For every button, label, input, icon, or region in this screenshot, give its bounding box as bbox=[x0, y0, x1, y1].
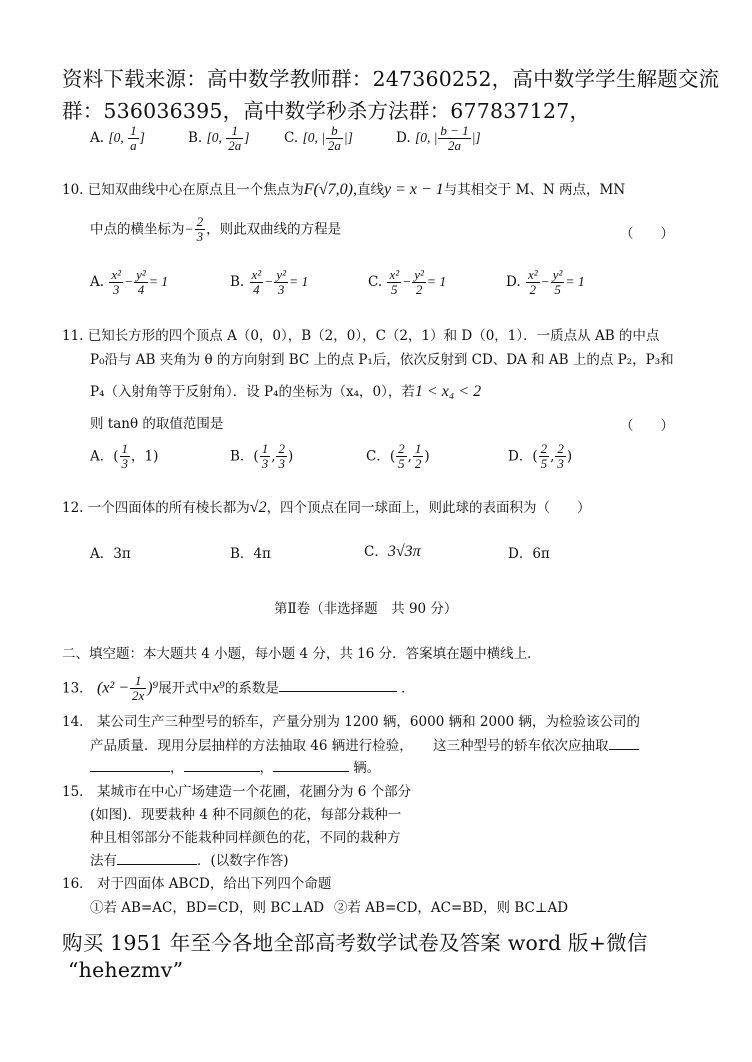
q12-number: 12. bbox=[62, 500, 84, 516]
q11-text-3: P₄（入射角等于反射角）．设 P₄的坐标为（x₄，0），若 bbox=[90, 384, 415, 400]
q10-stem-1: 已知双曲线中心在原点且一个焦点为 bbox=[87, 182, 304, 198]
q9-option-b-expr: [0, $\frac{1}{2a}$ ] bbox=[206, 123, 250, 154]
q10-midx-frac: $\frac{2}{3}$ bbox=[196, 214, 204, 245]
q11-inequality: 1 < x₄ < 2 bbox=[414, 383, 482, 400]
q11-option-d-frac-1: $\frac{2}{5}$ bbox=[540, 441, 548, 472]
q11-option-a-frac: $\frac{1}{3}$ bbox=[121, 441, 129, 472]
q12-stem-2: ，四个顶点在同一球面上，则此球的表面积为（ ） bbox=[266, 500, 591, 516]
q16-proposition-1: ①若 AB=AC，BD=CD，则 BC⊥AD bbox=[90, 900, 325, 916]
q12-option-b: B．4π bbox=[230, 546, 271, 562]
q10-option-d-label: D. bbox=[506, 273, 521, 290]
footer-line-1: 购买 1951 年至今各地全部高考数学试卷及答案 word 版+微信 bbox=[62, 931, 648, 955]
q11-option-c-open: C．( bbox=[366, 448, 396, 465]
q11-option-b-frac-2: $\frac{2}{3}$ bbox=[278, 441, 285, 472]
q11-option-d-open: D．( bbox=[508, 448, 538, 465]
q11-line-2: P₀沿与 AB 夹角为 θ 的方向射到 BC 上的点 P₁后，依次反射到 CD、DA 和 AB 上的点 P₂，P₃和 bbox=[90, 352, 674, 368]
part-2-instructions: 二、填空题：本大题共 4 小题，每小题 4 分，共 16 分．答案填在题中横线上． bbox=[62, 646, 541, 662]
q11-option-d: D．( $\frac{2}{5}$ , $\frac{2}{3}$ ) bbox=[508, 441, 573, 472]
q14-text-2: 产品质量．现用分层抽样的方法抽取 46 辆进行检验， 这三种型号的轿车依次应抽取 bbox=[90, 738, 609, 754]
q13-expr-2: )⁹ bbox=[147, 679, 159, 697]
q15-line-1 bbox=[62, 780, 411, 800]
q11-option-c-frac-1: $\frac{2}{5}$ bbox=[398, 441, 405, 472]
q9-option-a bbox=[90, 124, 145, 154]
q9-option-d-label: D. bbox=[396, 129, 411, 146]
q9-option-b bbox=[188, 124, 250, 154]
q10-line-1 bbox=[62, 178, 625, 199]
q10-option-d-expr: $\frac{\text{x²}}{2}$ − $\frac{\text{y²}}{5}$ = 1 bbox=[527, 267, 585, 298]
q15-text-4b: ．(以数字作答) bbox=[197, 853, 289, 869]
q12-stem-1: 一个四面体的所有棱长都为 bbox=[87, 500, 250, 516]
q11-line-4: 则 tanθ 的取值范围是 bbox=[90, 416, 224, 432]
q13-number: 13． bbox=[62, 680, 93, 697]
q14-sep-2: ， bbox=[259, 760, 273, 776]
footer-line-2: “hehezmv” bbox=[68, 958, 184, 982]
q14-blank-1b[interactable] bbox=[90, 757, 170, 772]
q16-number: 16． bbox=[62, 876, 93, 892]
q13-line bbox=[62, 674, 415, 704]
q12-line-1 bbox=[62, 496, 591, 517]
q12-option-c-label: C． bbox=[364, 544, 388, 560]
q14-blank-2[interactable] bbox=[184, 757, 260, 772]
q11-option-a-close: ，1) bbox=[131, 448, 159, 465]
q13-end: ． bbox=[401, 680, 415, 697]
q10-line-2 bbox=[90, 215, 341, 245]
q11-option-b: B．( $\frac{1}{3}$ , $\frac{2}{3}$ ) bbox=[230, 441, 294, 472]
q16-line-1 bbox=[62, 872, 331, 892]
q9-option-c bbox=[284, 124, 353, 154]
q11-line-1 bbox=[62, 324, 659, 344]
q15-line-4 bbox=[90, 849, 289, 869]
header-line-1: 资料下载来源：高中数学教师群：247360252，高中数学学生解题交流 bbox=[62, 67, 720, 91]
q14-blank-3[interactable] bbox=[273, 757, 349, 772]
q11-option-c-frac-2: $\frac{1}{2}$ bbox=[414, 441, 422, 472]
q14-end: 辆。 bbox=[353, 760, 381, 776]
q11-number: 11. bbox=[62, 328, 84, 344]
q10-option-c-expr: $\frac{\text{x²}}{5}$ − $\frac{\text{y²}}{2}$ = 1 bbox=[389, 267, 447, 298]
q12-option-c-value: 3√3π bbox=[387, 543, 421, 560]
q14-line-2 bbox=[90, 734, 639, 754]
q10-option-a-expr: $\frac{\text{x²}}{3}$ − $\frac{\text{y²}}{4}$ = 1 bbox=[111, 267, 169, 298]
q10-midx-sign: − bbox=[184, 221, 194, 237]
q15-number: 15． bbox=[62, 784, 93, 800]
q11-option-b-open: B．( bbox=[230, 448, 259, 465]
q10-option-c-label: C. bbox=[368, 273, 383, 290]
q15-answer-blank[interactable] bbox=[117, 850, 197, 865]
q10-option-b-label: B. bbox=[230, 273, 245, 290]
q9-option-b-label: B. bbox=[188, 129, 203, 146]
q14-line-1 bbox=[62, 710, 640, 730]
q10-option-c bbox=[368, 268, 446, 298]
q14-number: 14． bbox=[62, 714, 93, 730]
q10-option-b bbox=[230, 268, 308, 298]
q13-x9: x⁹ bbox=[212, 679, 225, 697]
q10-number: 10. bbox=[62, 182, 84, 198]
q14-line-3 bbox=[90, 756, 380, 776]
q10-stem-2: 直线 bbox=[357, 182, 384, 198]
q14-sep-1: ， bbox=[170, 760, 184, 776]
q11-option-c: C．( $\frac{2}{5}$ , $\frac{1}{2}$ ) bbox=[366, 441, 430, 472]
q10-line-eq: y = x − 1 bbox=[384, 181, 444, 198]
q9-option-a-label: A. bbox=[90, 129, 105, 146]
q11-text-1: 已知长方形的四个顶点 A（0，0），B（2，0），C（2，1）和 D（0，1）．一质点从 AB 的中点 bbox=[87, 328, 660, 344]
q10-option-a-label: A. bbox=[90, 273, 105, 290]
section-2-title: 第Ⅱ卷（非选择题 共 90 分） bbox=[274, 601, 458, 617]
q11-option-a bbox=[90, 442, 158, 472]
q10-stem-4b: ，则此双曲线的方程是 bbox=[206, 221, 342, 238]
q13-text: 展开式中 bbox=[158, 680, 213, 697]
q12-option-c bbox=[364, 540, 421, 561]
q11-option-a-open: A．( bbox=[90, 448, 119, 465]
q12-root2: √2 bbox=[249, 499, 267, 516]
q11-line-3 bbox=[90, 380, 481, 401]
q14-blank-1a[interactable] bbox=[609, 735, 639, 750]
q15-line-3: 种且相邻部分不能栽种同样颜色的花，不同的栽种方 bbox=[90, 830, 401, 846]
q10-option-a bbox=[90, 268, 168, 298]
q9-option-c-label: C. bbox=[284, 129, 299, 146]
q10-option-b-expr: $\frac{\text{x²}}{4}$ − $\frac{\text{y²}}{3}$ = 1 bbox=[251, 267, 309, 298]
q10-focus: F(√7,0), bbox=[303, 181, 357, 198]
q10-option-d bbox=[506, 268, 585, 298]
q14-text-1: 某公司生产三种型号的轿车，产量分别为 1200 辆，6000 辆和 2000 辆，为检验该公司的 bbox=[96, 714, 641, 730]
q13-frac: $\frac{1}{2x}$ bbox=[132, 673, 145, 704]
q13-text-2: 的系数是 bbox=[224, 680, 279, 697]
q12-option-d: D．6π bbox=[508, 546, 550, 562]
q11-option-b-frac-1: $\frac{1}{3}$ bbox=[261, 441, 269, 472]
q10-answer-paren: （ ） bbox=[620, 226, 674, 242]
q11-option-d-frac-2: $\frac{2}{3}$ bbox=[557, 441, 564, 472]
q13-expr-1: (x² − bbox=[96, 679, 130, 697]
q9-option-d bbox=[396, 124, 481, 154]
q9-option-a-expr: [0, $\frac{1}{a}$ ] bbox=[108, 123, 145, 154]
q15-line-2: (如图)．现要栽种 4 种不同颜色的花，每部分栽种一 bbox=[90, 807, 402, 823]
q13-answer-blank[interactable] bbox=[279, 677, 397, 692]
q15-text-4a: 法有 bbox=[90, 853, 117, 869]
q11-answer-paren: （ ） bbox=[620, 418, 674, 434]
q10-stem-4a: 中点的横坐标为 bbox=[90, 221, 185, 238]
q9-option-d-expr: [0, | $\frac{b - 1}{2a}$ |] bbox=[414, 123, 481, 154]
q16-proposition-2: ②若 AB=CD，AC=BD，则 BC⊥AD bbox=[334, 900, 569, 916]
header-line-2: 群：536036395，高中数学秒杀方法群：677837127， bbox=[62, 99, 591, 123]
q10-stem-3: 与其相交于 M、N 两点，MN bbox=[443, 182, 626, 198]
q12-option-a: A．3π bbox=[90, 546, 131, 562]
q16-text-1: 对于四面体 ABCD，给出下列四个命题 bbox=[96, 876, 332, 892]
q9-option-c-expr: [0, | $\frac{b}{2a}$ |] bbox=[302, 123, 353, 154]
q15-text-1: 某城市在中心广场建造一个花圃，花圃分为 6 个部分 bbox=[96, 784, 412, 800]
